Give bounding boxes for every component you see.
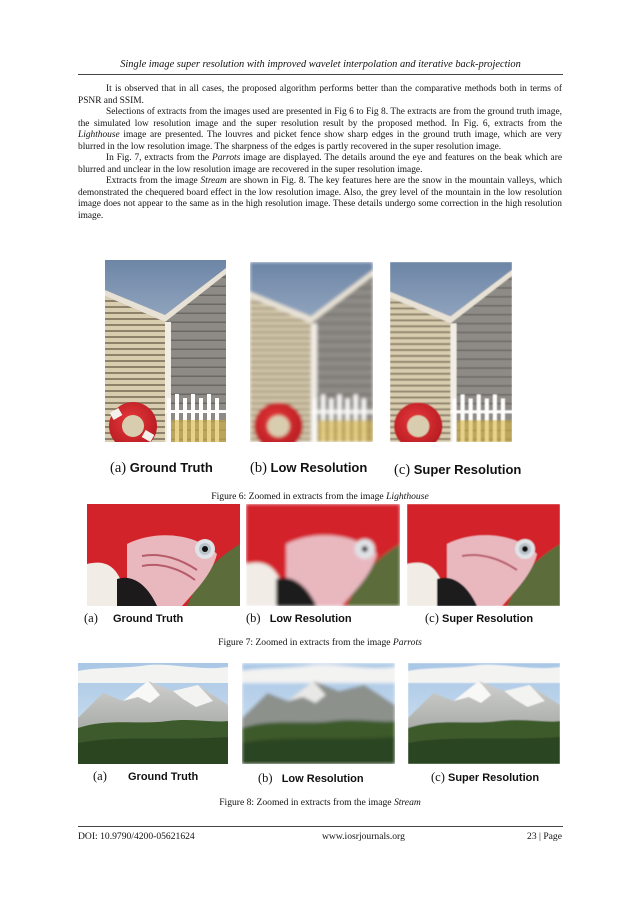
caption-image-name: Parrots (392, 637, 422, 648)
caption-text: Figure 7: Zoomed in extracts from the image (218, 637, 393, 648)
footer-page-number: 23 | Page (527, 831, 562, 842)
paragraph-text: Selections of extracts from the images used are presented in Fig 6 to Fig 8. The extracts are from the ground truth image, the simulated low resolution image and the super resolution result by the proposed method. In Fig. 6, extracts from the (78, 107, 562, 129)
label-letter: (c) (431, 770, 445, 784)
running-header: Single image super resolution with improved wavelet interpolation and iterative back-projection (120, 59, 521, 70)
fig8-label-b (258, 771, 364, 786)
label-name: Ground Truth (128, 771, 199, 783)
paragraph (78, 153, 562, 176)
paragraph (78, 176, 562, 222)
paragraph-text: are shown in Fig. 8. The key features here are the snow in the mountain valleys, which demonstrated the chequered board effect in the low resolution image. Also, the grey level of the mountain in the low resolution image does not appear to the same as in the high resolution image. These details undergo some correction in the high resolution image. (78, 176, 563, 222)
fig6-label-a (110, 460, 213, 477)
label-name: Super Resolution (413, 462, 522, 477)
label-name: Low Resolution (269, 613, 352, 625)
label-letter: (b) (250, 460, 267, 476)
figure-6-caption (78, 491, 562, 502)
label-name: Ground Truth (129, 460, 213, 475)
caption-image-name: Stream (393, 797, 421, 808)
lighthouse-low-resolution-image (250, 262, 373, 442)
image-name: Stream (200, 176, 227, 187)
label-letter: (b) (246, 611, 261, 625)
footer-rule (78, 826, 563, 827)
label-name: Super Resolution (448, 772, 540, 784)
figure-8-caption (78, 797, 562, 808)
paragraph (78, 84, 562, 107)
body-text (78, 84, 562, 223)
label-name: Low Resolution (281, 773, 364, 785)
paragraph-text: In Fig. 7, extracts from the (106, 153, 212, 164)
footer-url: www.iosrjournals.org (322, 831, 405, 842)
label-letter: (a) (93, 769, 107, 783)
header-rule (78, 74, 563, 75)
fig6-label-c (394, 462, 521, 479)
paragraph-text: image are presented. The louvres and picket fence show sharp edges in the ground truth image, which are very blurred in the low resolution image. The sharpness of the edges is partly recovered in the super resolution image. (78, 130, 562, 152)
paragraph-text: image are displayed. The details around the eye and features on the beak which are blurred and unclear in the low resolution image are recovered in the super resolution image. (78, 153, 562, 175)
image-name: Lighthouse (78, 130, 120, 141)
label-letter: (c) (425, 611, 439, 625)
paragraph (78, 107, 562, 153)
label-letter: (c) (394, 462, 411, 478)
figure-7-caption (78, 637, 562, 648)
footer-doi: DOI: 10.9790/4200-05621624 (78, 831, 195, 842)
label-name: Low Resolution (270, 460, 368, 475)
fig7-label-b (246, 611, 352, 626)
fig8-label-a (93, 769, 198, 784)
fig7-label-c (425, 611, 533, 626)
parrots-low-resolution-image (246, 504, 400, 606)
label-name: Ground Truth (113, 613, 184, 625)
caption-text: Figure 8: Zoomed in extracts from the image (219, 797, 394, 808)
label-letter: (a) (84, 611, 98, 625)
fig7-label-a (84, 611, 183, 626)
fig6-label-b (250, 460, 367, 477)
label-name: Super Resolution (442, 613, 534, 625)
fig8-label-c (431, 770, 539, 785)
paragraph-text: It is observed that in all cases, the proposed algorithm performs better than the comparative methods both in terms of PSNR and SSIM. (78, 84, 562, 106)
paragraph-text: Extracts from the image (106, 176, 201, 187)
stream-ground-truth-image (78, 663, 228, 764)
parrots-super-resolution-image (407, 504, 560, 606)
label-letter: (a) (110, 460, 127, 476)
image-name: Parrots (211, 153, 241, 164)
stream-low-resolution-image (242, 663, 395, 764)
parrots-ground-truth-image (87, 504, 240, 606)
label-letter: (b) (258, 771, 273, 785)
caption-image-name: Lighthouse (386, 491, 429, 502)
lighthouse-super-resolution-image (390, 262, 512, 442)
caption-text: Figure 6: Zoomed in extracts from the image (211, 491, 387, 502)
lighthouse-ground-truth-image (105, 260, 226, 442)
stream-super-resolution-image (408, 663, 560, 764)
